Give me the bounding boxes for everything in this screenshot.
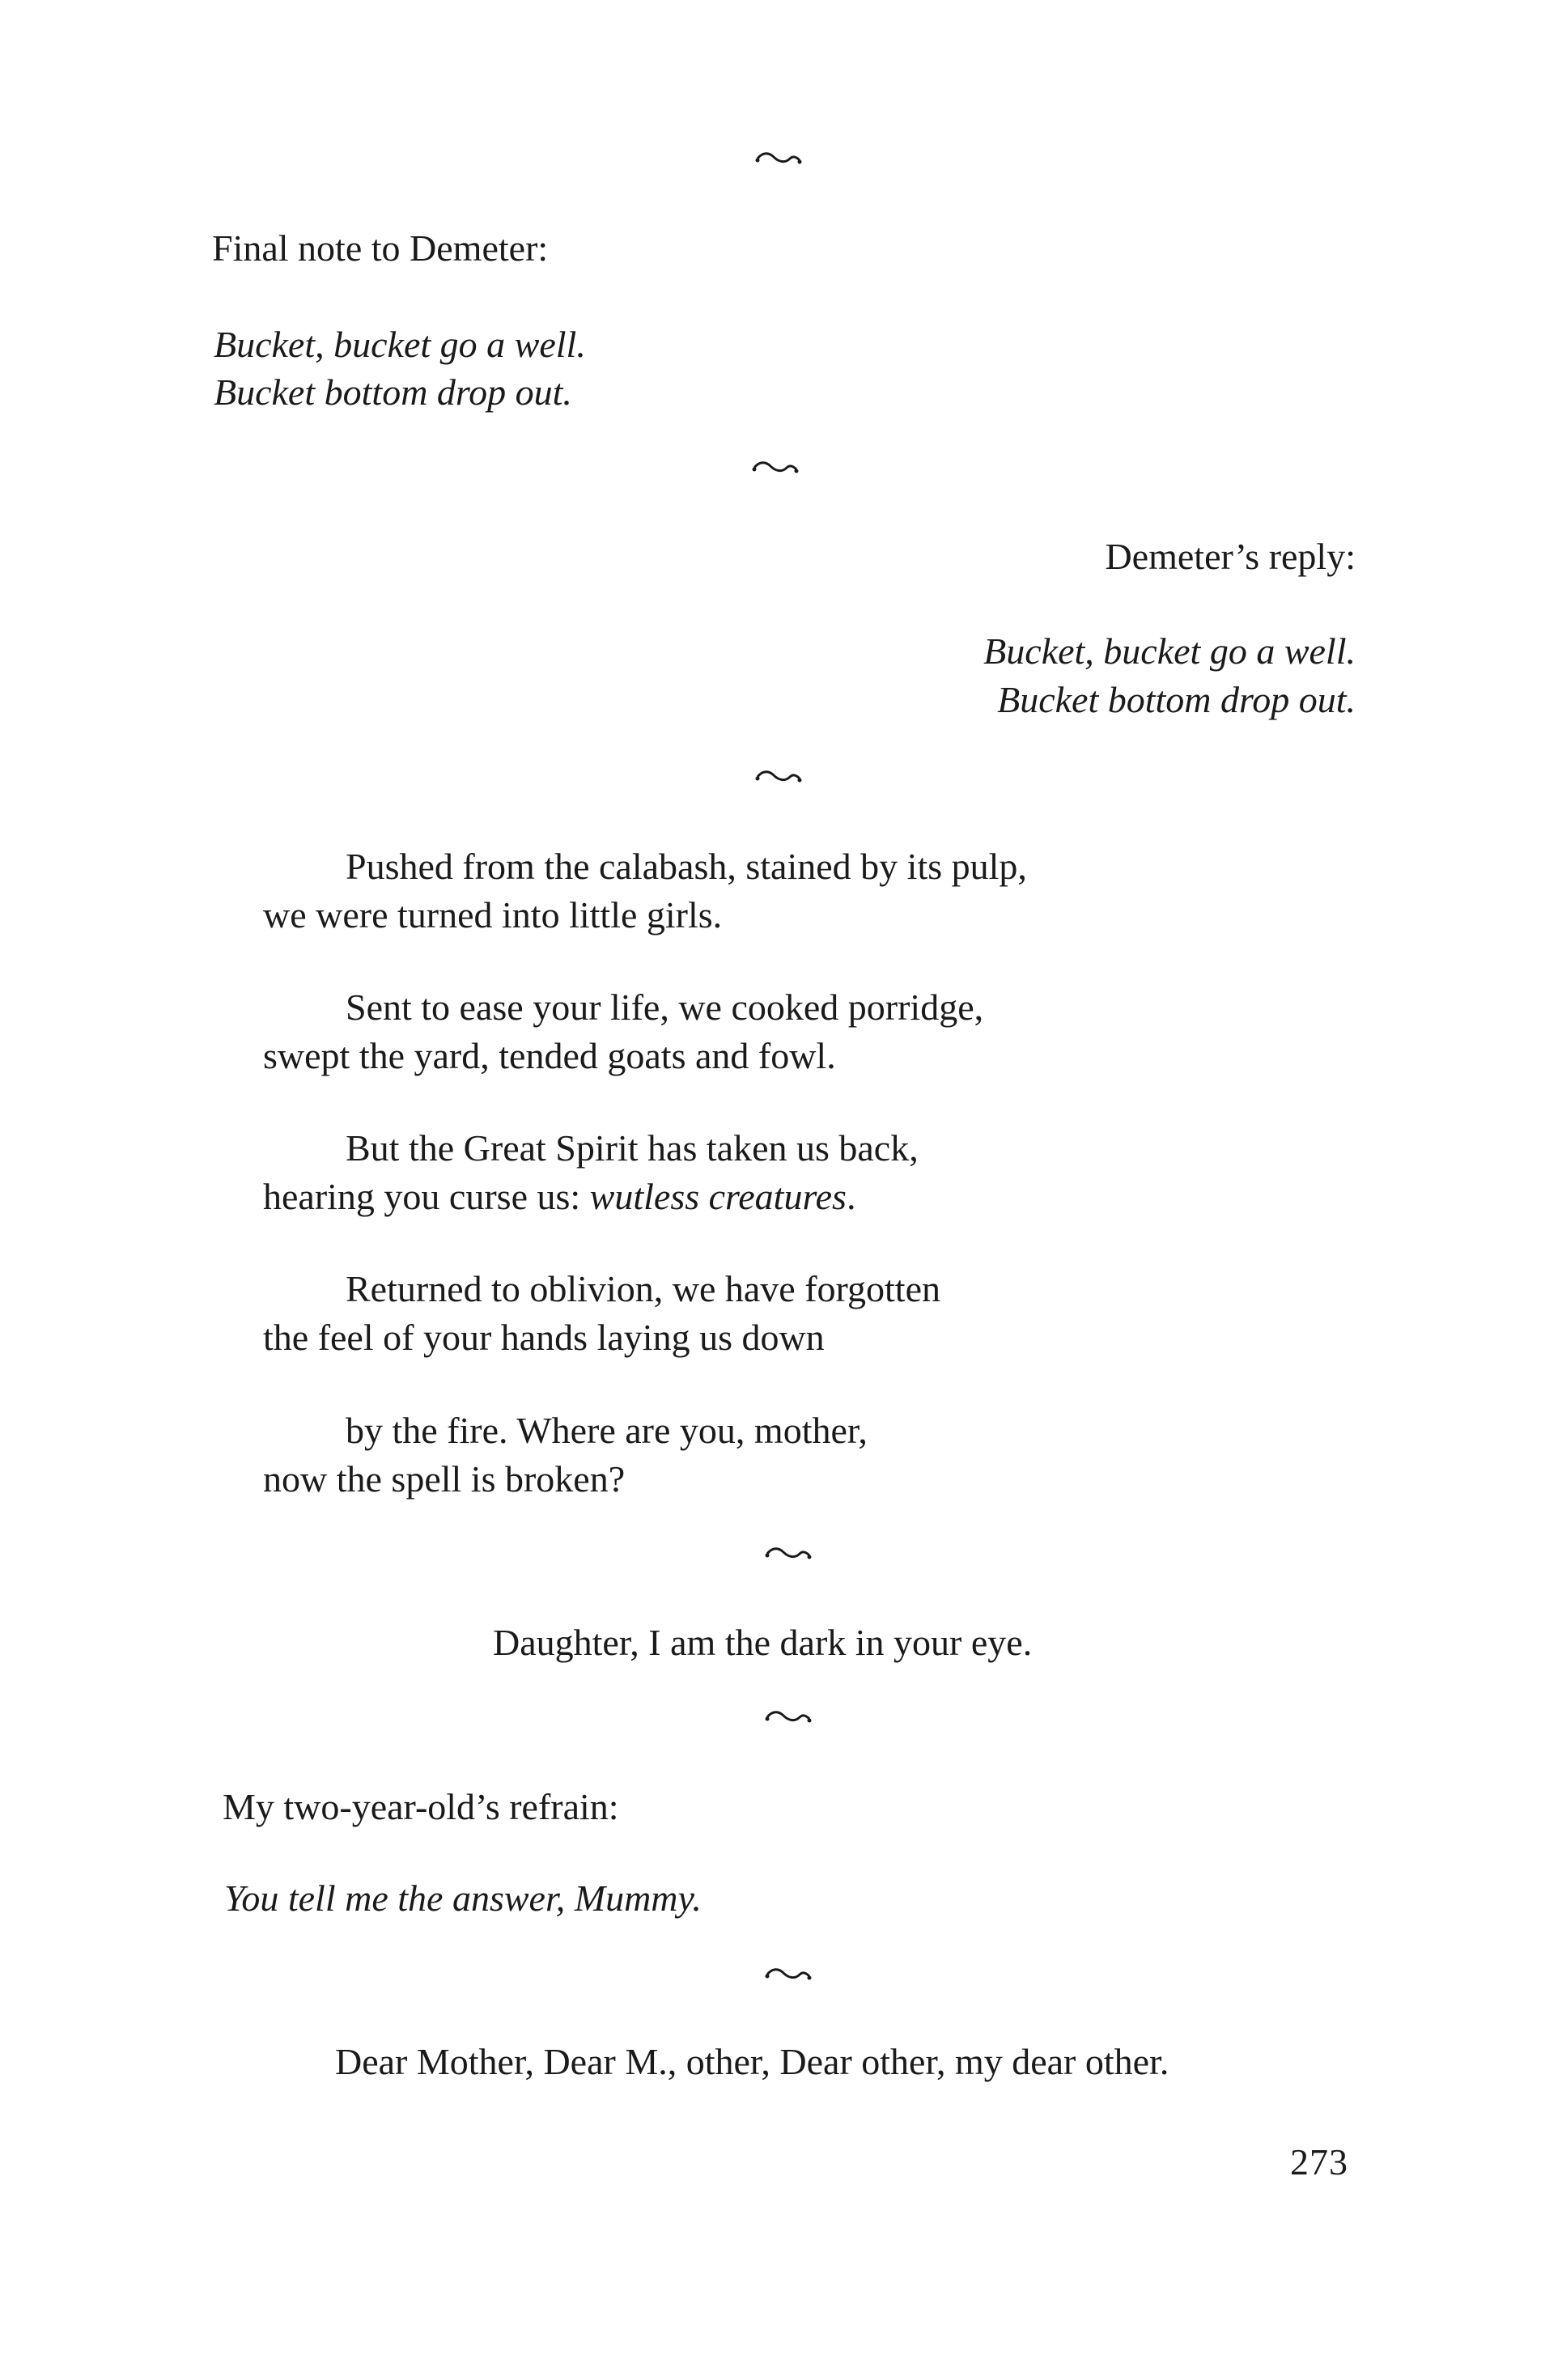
- fleuron-icon: [764, 1965, 813, 1984]
- refrain-line: You tell me the answer, Mummy.: [224, 1877, 702, 1919]
- reply-line-2: Bucket bottom drop out.: [997, 679, 1356, 720]
- final-note-line-2: Bucket bottom drop out.: [214, 371, 572, 413]
- stanza-4-line-1: Returned to oblivion, we have forgotten: [346, 1268, 940, 1309]
- fleuron-icon: [764, 1708, 813, 1727]
- reply-heading: Demeter’s reply:: [1105, 536, 1356, 577]
- stanza-2-line-2: swept the yard, tended goats and fowl.: [263, 1035, 836, 1076]
- stanza-4-line-2: the feel of your hands laying us down: [263, 1317, 825, 1358]
- closing-line: Dear Mother, Dear M., other, Dear other, my dear other.: [335, 2041, 1169, 2082]
- stanza-5-line-2: now the spell is broken?: [263, 1458, 626, 1500]
- final-note-line-1: Bucket, bucket go a well.: [214, 324, 586, 365]
- refrain-heading: My two-year-old’s refrain:: [223, 1786, 619, 1827]
- stanza-1-line-1: Pushed from the calabash, stained by its pulp,: [346, 846, 1027, 887]
- stanza-5-line-1: by the fire. Where are you, mother,: [346, 1410, 868, 1451]
- stanza-1-line-2: we were turned into little girls.: [263, 894, 723, 935]
- fleuron-icon: [764, 1544, 813, 1563]
- stanza-3-line-2: [263, 1178, 855, 1215]
- fleuron-icon: [751, 458, 800, 477]
- final-note-heading: Final note to Demeter:: [212, 227, 549, 269]
- stanza-3-line-2-text: hearing you curse us:: [263, 1176, 590, 1217]
- stanza-3-line-1: But the Great Spirit has taken us back,: [346, 1127, 919, 1169]
- fleuron-icon: [754, 767, 803, 787]
- stanza-2-line-1: Sent to ease your life, we cooked porridge,: [346, 986, 984, 1028]
- stanza-3-period: .: [846, 1176, 856, 1217]
- page-number: 273: [1290, 2141, 1348, 2183]
- fleuron-icon: [754, 149, 803, 168]
- reply-line-1: Bucket, bucket go a well.: [983, 630, 1356, 672]
- daughter-line: Daughter, I am the dark in your eye.: [493, 1622, 1033, 1663]
- stanza-3-italic-phrase: wutless creatures: [589, 1176, 847, 1217]
